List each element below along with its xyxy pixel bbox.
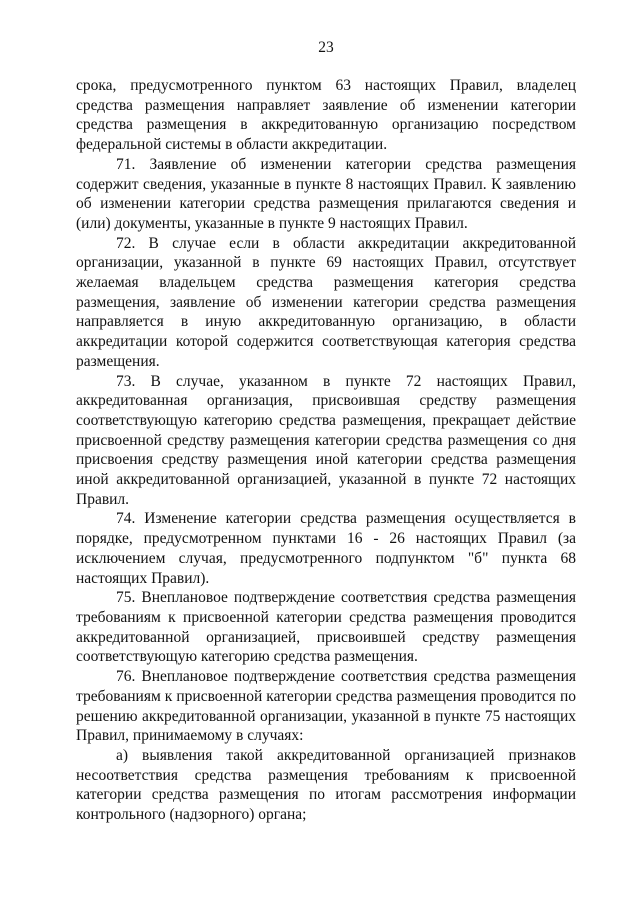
paragraph-76-a: а) выявления такой аккредитованной организацией признаков несоответствия средства размещения требованиям к присвоенной категории средства размещения по итогам рассмотрения информации контрольного (надзорного) органа; (76, 746, 576, 824)
paragraph-continuation: срока, предусмотренного пунктом 63 настоящих Правил, владелец средства размещения направляет заявление об изменении категории средства размещения в аккредитованную организацию посредством федеральной системы в области аккредитации. (76, 77, 576, 154)
document-body (76, 76, 576, 825)
paragraph-75: 75. Внеплановое подтверждение соответствия средства размещения требованиям к присвоенной категории средства размещения проводится аккредитованной организацией, присвоившей средству размещения соответствующую категорию средства размещения. (76, 589, 576, 666)
paragraph-72: 72. В случае если в области аккредитации аккредитованной организации, указанной в пункте 69 настоящих Правил, отсутствует желаемая владельцем средства размещения категория средства размещения, заявление об изменении категории средства размещения направляется в иную аккредитованную организацию, в области аккредитации которой содержится соответствующая категория средства размещения. (76, 234, 576, 370)
paragraph-76: 76. Внеплановое подтверждение соответствия средства размещения требованиям к присвоенной категории средства размещения проводится по решению аккредитованной организации, указанной в пункте 75 настоящих Правил, принимаемому в случаях: (76, 668, 576, 745)
paragraph-74: 74. Изменение категории средства размещения осуществляется в порядке, предусмотренном пунктами 16 - 26 настоящих Правил (за исключением случая, предусмотренного подпунктом "б" пункта 68 настоящих Правил). (76, 510, 576, 587)
paragraph-71: 71. Заявление об изменении категории средства размещения содержит сведения, указанные в пункте 8 настоящих Правил. К заявлению об изменении категории средства размещения прилагаются сведения и (или) документы, указанные в пункте 9 настоящих Правил. (76, 155, 576, 232)
paragraph-73: 73. В случае, указанном в пункте 72 настоящих Правил, аккредитованная организация, присвоившая средству размещения соответствующую категорию средства размещения, прекращает действие присвоенной средству размещения категории средства размещения со дня присвоения средству размещения иной категории средства размещения иной аккредитованной организацией, указанной в пункте 72 настоящих Правил. (76, 372, 576, 508)
page-number: 23 (318, 39, 334, 56)
